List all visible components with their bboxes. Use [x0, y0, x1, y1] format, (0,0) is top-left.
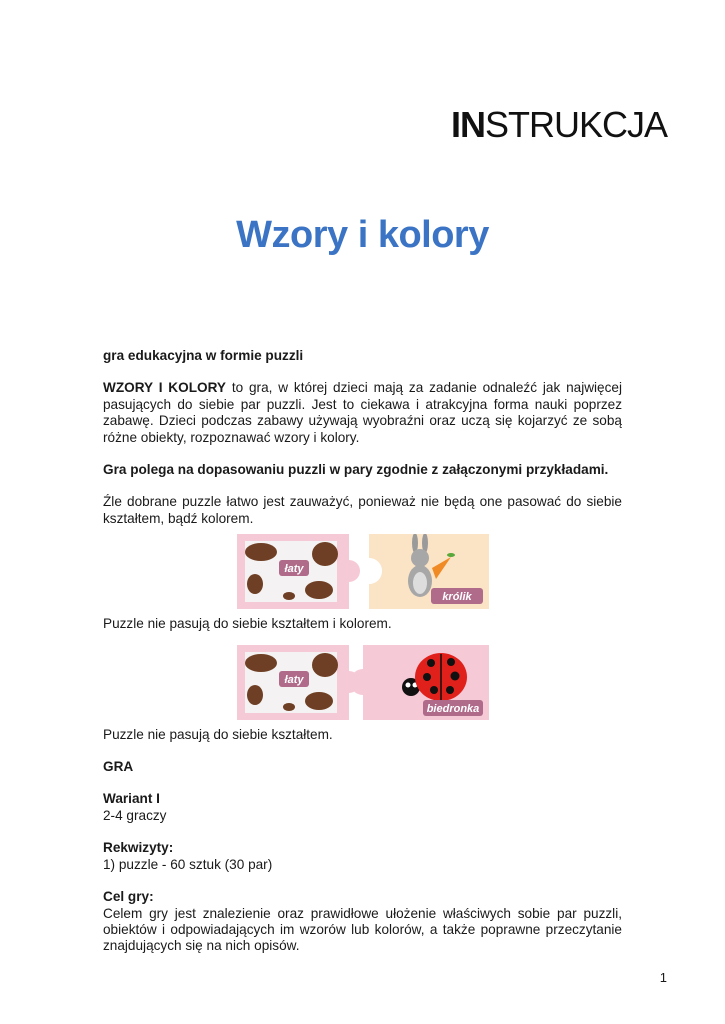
variant-heading: Wariant I: [103, 791, 160, 807]
intro-text: to gra, w której dzieci mają za zadanie odnaleźć jak najwięcej pasujących do siebie par puzzli. Jest to ciekawa i atrakcyjna forma nauki poprzez zabawę. Dzieci podczas zabawy używają wyobraźni oraz uczą się kojarzyć ze sobą różne obiekty, rozpoznawać wzory i kolory.: [103, 380, 622, 445]
game-heading: GRA: [103, 759, 134, 775]
props-heading: Rekwizyty:: [103, 840, 174, 856]
example-figure-1: [103, 534, 622, 609]
left-piece-label: łaty: [284, 563, 303, 576]
example-figure-2: [103, 645, 622, 720]
goal-text: Celem gry jest znalezienie oraz prawidłowe ułożenie właściwych sobie par puzzli, obiektów i odpowiadających im wzorów lub kolorów, a także poprawne przeczytanie znajdujących się na nich opisów.: [103, 905, 622, 954]
document-title: Wzory i kolory: [236, 214, 489, 256]
goal-heading: Cel gry:: [103, 889, 154, 905]
header-title-rest: STRUKCJA: [484, 104, 667, 145]
page-header: [451, 104, 667, 146]
intro-paragraph: [103, 380, 622, 446]
props-text: 1) puzzle - 60 sztuk (30 par): [103, 856, 273, 872]
example-caption-2: Puzzle nie pasują do siebie kształtem.: [103, 726, 333, 742]
rabbit-icon: [411, 549, 429, 567]
page-number: 1: [659, 970, 667, 985]
intro-lead: WZORY I KOLORY: [103, 380, 226, 396]
puzzle-pair-image-1: [237, 534, 489, 609]
players-text: 2-4 graczy: [103, 807, 167, 823]
right-piece-label: biedronka: [426, 702, 479, 715]
document-body: [103, 348, 622, 955]
note-text: Źle dobrane puzzle łatwo jest zauważyć, ponieważ nie będą one pasować do siebie kształtem, bądź kolorem.: [103, 494, 622, 526]
subtitle: gra edukacyjna w formie puzzli: [103, 348, 304, 363]
right-piece-label: królik: [441, 591, 472, 604]
left-piece-label: łaty: [284, 673, 303, 686]
puzzle-pair-image-2: [237, 645, 489, 720]
example-caption-1: Puzzle nie pasują do siebie kształtem i kolorem.: [103, 616, 392, 632]
rule-text: Gra polega na dopasowaniu puzzli w pary zgodnie z załączonymi przykładami.: [103, 462, 609, 478]
header-title-bold: IN: [450, 104, 485, 145]
